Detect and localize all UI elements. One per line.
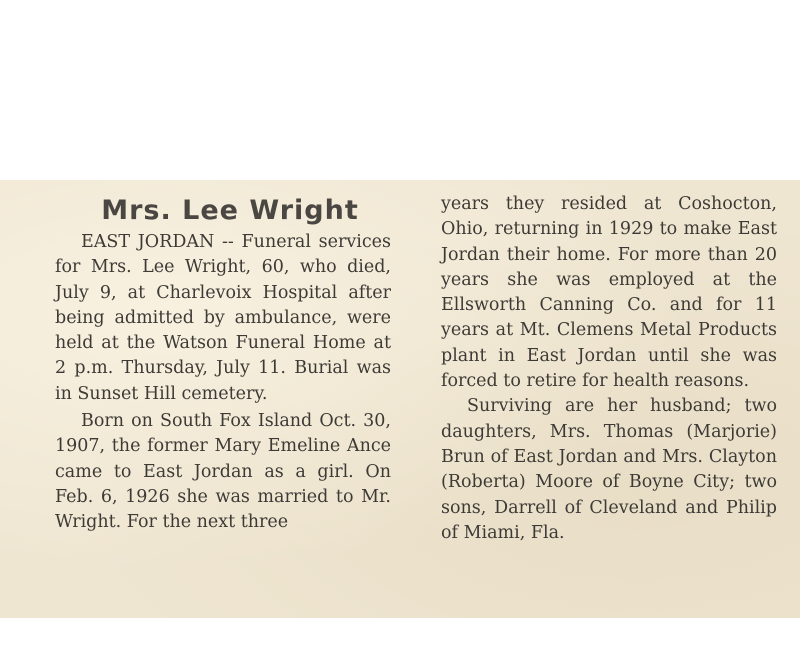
newspaper-clipping (0, 180, 800, 618)
paragraph-funeral-services: EAST JORDAN -- Funeral services for Mrs. Lee Wright, 60, who died, July 9, at Charlevoix Hospital after being admitted by ambulance, were held at the Watson Funeral Home at 2 p.m. Thursday, July 11. Burial was in Sunset Hill cemetery. (55, 232, 391, 404)
paragraph-biography-start: Born on South Fox Island Oct. 30, 1907, the former Mary Emeline Ance came to East Jordan as a girl. On Feb. 6, 1926 she was married to Mr. Wright. For the next three (55, 411, 391, 533)
paragraph-survivors: Surviving are her husband; two daughters, Mrs. Thomas (Marjorie) Brun of East Jordan and Mrs. Clayton (Roberta) Moore of Boyne City; two sons, Darrell of Cleveland and Philip of Miami, Fla. (441, 396, 777, 543)
column-right (441, 192, 777, 546)
column-left (55, 180, 391, 536)
paragraph-biography-continued: years they resided at Coshocton, Ohio, returning in 1929 to make East Jordan their home. For more than 20 years she was employed at the Ellsworth Canning Co. and for 11 years at Mt. Clemens Metal Products plant in East Jordan until she was forced to retire for health reasons. (441, 194, 777, 392)
obituary-headline: Mrs. Lee Wright (101, 195, 359, 226)
